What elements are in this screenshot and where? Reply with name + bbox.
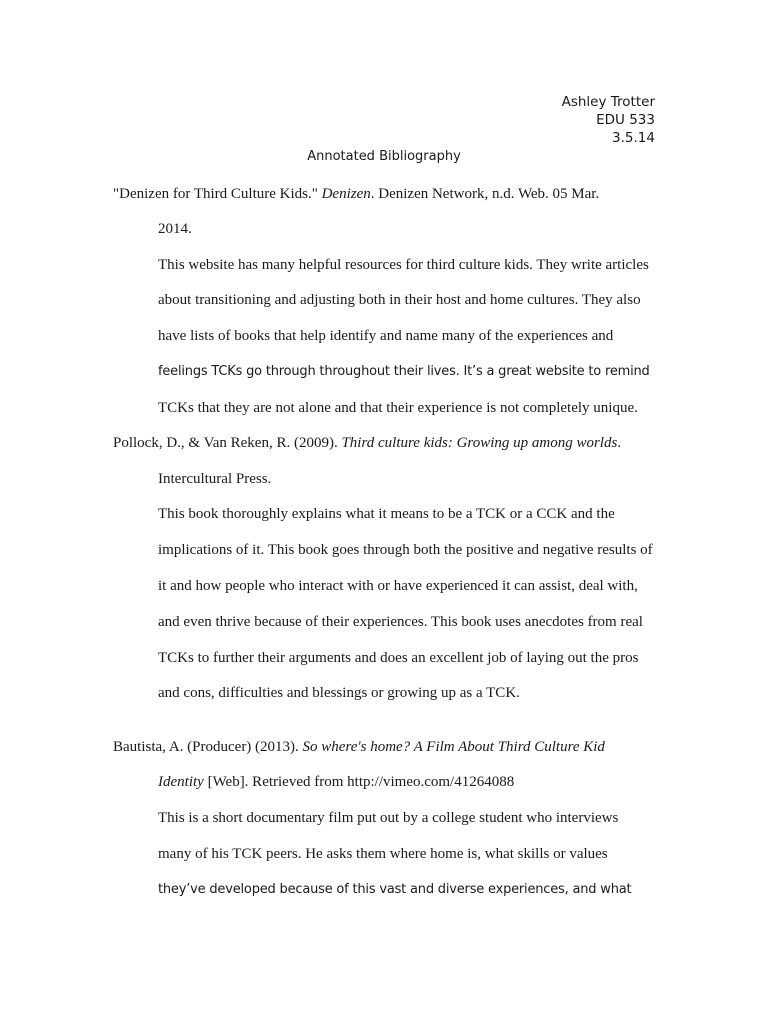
citation-italic: So where's home? A Film About Third Culture Kid: [302, 739, 605, 755]
citation-text: Pollock, D., & Van Reken, R. (2009).: [113, 435, 342, 451]
document-date: 3.5.14: [612, 130, 655, 146]
annotation-line: This is a short documentary film put out by a college student who interviews: [158, 810, 619, 826]
annotation-line: This book thoroughly explains what it means to be a TCK or a CCK and the: [158, 506, 615, 522]
citation-text: Bautista, A. (Producer) (2013).: [113, 739, 303, 755]
annotation-line: and even thrive because of their experiences. This book uses anecdotes from real: [158, 614, 643, 630]
citation-italic: Denizen: [321, 186, 371, 202]
annotation-line: and cons, difficulties and blessings or growing up as a TCK.: [158, 685, 520, 701]
annotation-line: it and how people who interact with or have experienced it can assist, deal with,: [158, 578, 638, 594]
annotation-line: TCKs to further their arguments and does an excellent job of laying out the pros: [158, 650, 639, 666]
author-header: [562, 93, 655, 147]
annotation-line: have lists of books that help identify and name many of the experiences and: [158, 328, 614, 344]
citation-italic: Identity: [158, 774, 204, 790]
document-title: Annotated Bibliography: [307, 149, 461, 164]
citation-text: "Denizen for Third Culture Kids.": [113, 186, 322, 202]
citation-line: 2014.: [158, 221, 192, 237]
citation-line: [158, 772, 514, 792]
author-name: Ashley Trotter: [561, 94, 655, 110]
annotation-line: many of his TCK peers. He asks them where home is, what skills or values: [158, 846, 608, 862]
citation-text: . Denizen Network, n.d. Web. 05 Mar.: [370, 186, 600, 202]
citation-line: [113, 184, 599, 204]
citation-line: Intercultural Press.: [158, 471, 272, 487]
citation-line: [113, 737, 605, 757]
annotation-line: they’ve developed because of this vast and diverse experiences, and what: [158, 882, 632, 897]
annotation-line: about transitioning and adjusting both in their host and home cultures. They also: [158, 292, 641, 308]
citation-line: [113, 433, 621, 453]
citation-italic: Third culture kids: Growing up among worlds: [341, 435, 618, 451]
annotation-line: feelings TCKs go through throughout their lives. It’s a great website to remind: [158, 364, 650, 379]
annotation-line: This website has many helpful resources for third culture kids. They write articles: [158, 257, 649, 273]
annotation-line: implications of it. This book goes through both the positive and negative results of: [158, 542, 653, 558]
citation-text: [Web]. Retrieved from http://vimeo.com/41264088: [203, 774, 515, 790]
citation-text: .: [617, 435, 622, 451]
course-code: EDU 533: [596, 112, 655, 128]
annotation-line: TCKs that they are not alone and that their experience is not completely unique.: [158, 400, 638, 416]
